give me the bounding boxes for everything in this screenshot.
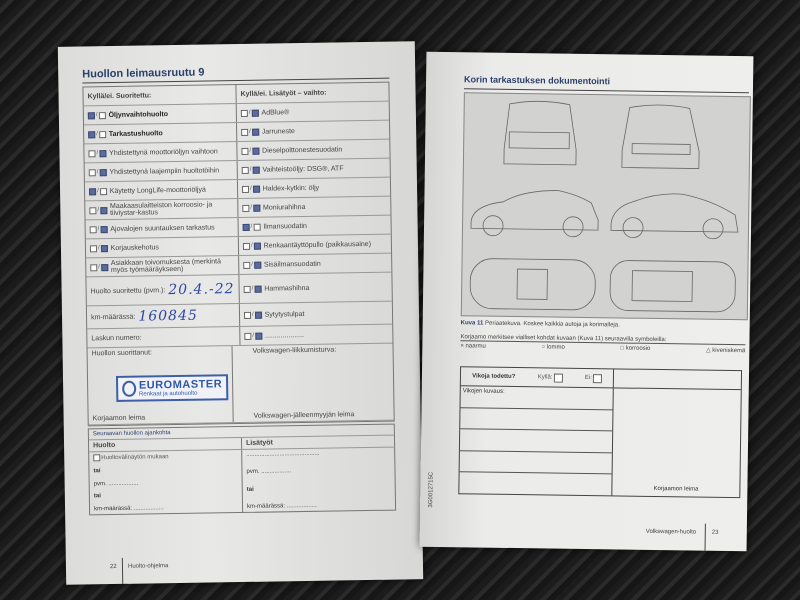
right-item[interactable]: / Dieselpolttonestesuodatin: [236, 140, 389, 160]
invoice-field[interactable]: Laskun numero:: [91, 334, 142, 342]
service-stamp-table: [82, 82, 394, 427]
defects-yes-checkbox[interactable]: Kyllä:: [538, 373, 563, 382]
right-item[interactable]: / Moniurahihna: [237, 197, 390, 217]
corrosion-symbol: □ korroosio: [620, 345, 651, 352]
document-code: 3G0012715C: [428, 471, 435, 508]
yes-no-checkbox[interactable]: /: [244, 311, 262, 318]
dealer-stamp-label: Volkswagen-jälleenmyyjän leima: [253, 411, 355, 420]
yes-no-checkbox[interactable]: /: [89, 207, 107, 214]
section-name: Huolto-ohjelma: [127, 563, 169, 570]
next-date-field[interactable]: pvm. ..................: [93, 480, 139, 487]
yes-no-checkbox[interactable]: /: [88, 150, 106, 157]
workshop-stamp-area: Korjaamon leima: [653, 485, 699, 493]
left-item[interactable]: / Asiakkaan toivomuksesta (merkintä myös työmääräykseen): [86, 256, 238, 276]
km-field[interactable]: km-määrässä: 160845: [90, 307, 198, 325]
yes-no-checkbox[interactable]: /: [242, 166, 260, 173]
left-item[interactable]: / Yhdistettynä moottoriöljyn vaihtoon: [84, 142, 236, 162]
yes-no-checkbox[interactable]: /: [241, 128, 259, 135]
figure-caption: Kuva 11 Periaatekuva. Koskee kaikkia autoja ja korimalleja.: [460, 320, 620, 329]
right-item[interactable]: / Sisäilmansuodatin: [238, 254, 391, 274]
yes-no-checkbox[interactable]: /: [89, 188, 107, 195]
right-item[interactable]: / Ilmansuodatin: [238, 216, 391, 236]
right-item[interactable]: / Haldex-kytkin: öljy: [237, 178, 390, 198]
dent-symbol: ○ lommo: [541, 344, 565, 351]
yes-no-checkbox[interactable]: /: [244, 285, 262, 292]
symbol-legend: [460, 343, 745, 354]
car-body-diagram[interactable]: [461, 92, 751, 320]
left-col-header: Kyllä/ei. Suoritettu:: [87, 91, 152, 100]
right-item[interactable]: / Vaihteistoöljy: DSG®, ATF: [237, 159, 390, 179]
yes-no-checkbox[interactable]: /: [243, 223, 261, 230]
yes-no-checkbox[interactable]: /: [242, 204, 260, 211]
left-item[interactable]: / Korjauskehotus: [86, 237, 238, 257]
yes-no-checkbox[interactable]: /: [89, 169, 107, 176]
defect-description-field[interactable]: Vikojen kuvaus:: [459, 386, 614, 495]
yes-no-checkbox[interactable]: /: [90, 226, 108, 233]
next-km-field[interactable]: km-määrässä: ..................: [94, 505, 164, 513]
yes-no-checkbox[interactable]: /: [241, 147, 259, 154]
extra-km-field[interactable]: km-määrässä: ..................: [246, 502, 317, 510]
left-item[interactable]: / Maakaasulaitteiston korroosio- ja tiiviystar-kastus: [85, 199, 237, 219]
page-title: Huollon leimausruutu 9: [82, 66, 205, 81]
left-item[interactable]: / Käytetty LongLife-moottoriöljyä: [85, 180, 237, 200]
workshop-stamp-label: Korjaamon leima: [92, 414, 146, 423]
mobility-label: Volkswagen-liikkumisturva:: [252, 346, 337, 355]
page-number: 22: [109, 563, 117, 571]
instruction-text: Korjaamo merkitsee vialliset kohdat kuvaan (Kuva 11) seuraavilla symboleilla:: [460, 334, 745, 345]
right-item[interactable]: / ....................: [239, 325, 392, 345]
yes-no-checkbox[interactable]: /: [243, 242, 261, 249]
euromaster-stamp: EUROMASTER Renkaat ja autohuolto: [116, 374, 228, 402]
right-item[interactable]: / Jarruneste: [236, 121, 389, 141]
right-item[interactable]: / Renkaantäyttöpullo (paikkausaine): [238, 235, 391, 255]
yes-no-checkbox[interactable]: /: [243, 261, 261, 268]
yes-no-checkbox[interactable]: /: [90, 264, 108, 271]
left-page: [58, 41, 423, 585]
right-item[interactable]: / Hammashihna: [238, 273, 391, 303]
stone-chip-symbol: △ kiveniskemä: [705, 347, 746, 355]
yes-no-checkbox[interactable]: /: [88, 112, 106, 119]
left-item[interactable]: / Ajovalojen suuntauksen tarkastus: [86, 218, 238, 238]
service-date-field[interactable]: Huolto suoritettu (pvm.): 20.4.-22: [90, 281, 235, 299]
yes-no-checkbox[interactable]: /: [88, 131, 106, 138]
left-item[interactable]: / Öljynvaihtohuolto: [84, 104, 236, 124]
defects-no-checkbox[interactable]: Ei:: [585, 373, 602, 382]
scratch-symbol: × naarmu: [460, 343, 486, 350]
performed-by-label: Huollon suorittanut:: [91, 349, 152, 358]
right-page: [420, 52, 754, 552]
page-title: Korin tarkastuksen dokumentointi: [464, 74, 611, 87]
yes-no-checkbox[interactable]: /: [241, 109, 259, 116]
next-service-section: Seuraavan huollon ajankohta Huolto Lisätyöt Huoltovälinäytön mukaan tai pvm. .................. tai km-määrässä: .................. ............................................ pvm. .................. tai km-määrässä: ..................: [88, 424, 396, 516]
interval-checkbox[interactable]: Huoltovälinäytön mukaan: [93, 452, 237, 461]
extra-date-field[interactable]: pvm. ..................: [246, 468, 292, 476]
left-item[interactable]: / Yhdistettynä laajempiin huoltotöihin: [85, 161, 237, 181]
euromaster-logo-icon: [122, 381, 136, 397]
left-item[interactable]: / Tarkastushuolto: [84, 123, 236, 143]
service-date-value: 20.4.-22: [168, 281, 235, 299]
km-value: 160845: [138, 307, 198, 325]
defects-table: Vikoja todettu? Kyllä: Ei: Vikojen kuvaus: Korjaamon leima: [458, 366, 742, 498]
right-item[interactable]: / AdBlue®: [236, 102, 389, 122]
yes-no-checkbox[interactable]: /: [90, 245, 108, 252]
yes-no-checkbox[interactable]: /: [244, 332, 262, 339]
right-col-header: Kyllä/ei. Lisätyöt – vaihto:: [235, 83, 388, 103]
right-item[interactable]: / Sytytystulpat: [239, 302, 392, 326]
yes-no-checkbox[interactable]: /: [242, 185, 260, 192]
section-name: Volkswagen-huolto: [645, 528, 697, 536]
page-number: 23: [711, 529, 719, 536]
